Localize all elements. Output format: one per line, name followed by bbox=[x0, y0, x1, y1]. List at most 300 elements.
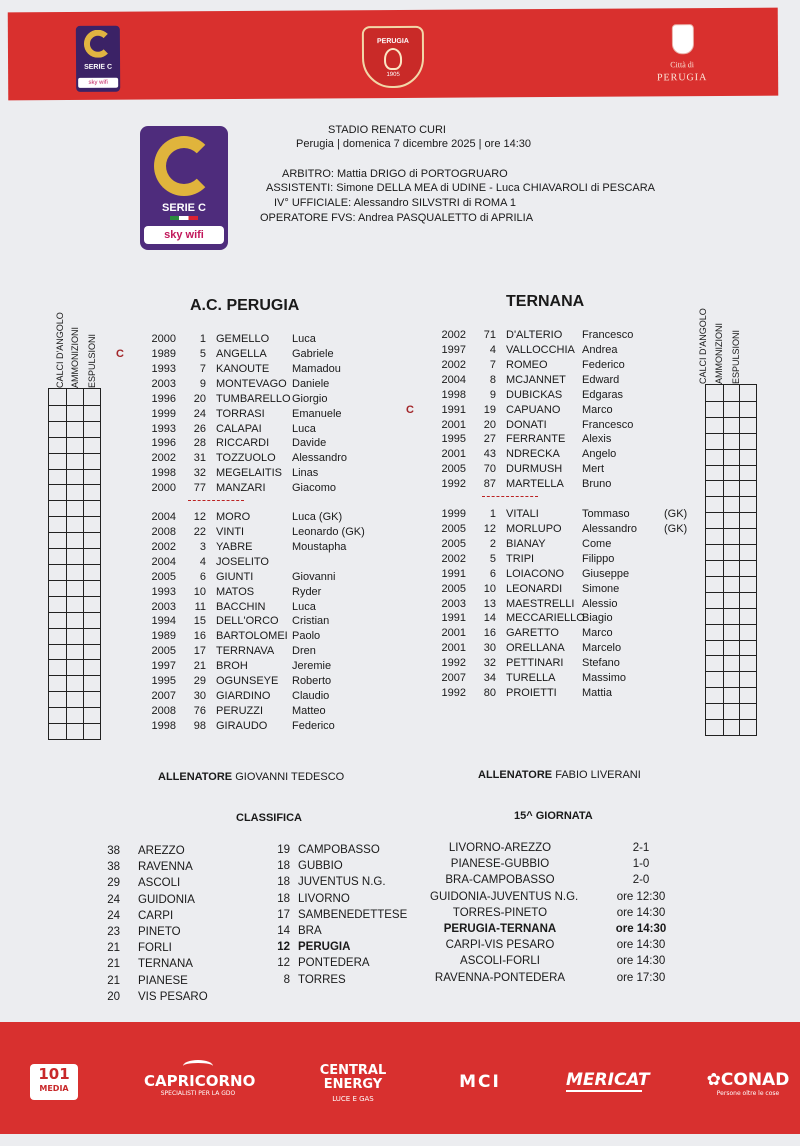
player-name: Giovanni bbox=[292, 570, 336, 583]
referee: ARBITRO: Mattia DRIGO di PORTOGRUARO bbox=[282, 168, 508, 180]
standings-team: PERUGIA bbox=[298, 941, 351, 954]
standings-row bbox=[270, 907, 430, 923]
sponsor-band bbox=[0, 1022, 800, 1134]
starter-row bbox=[436, 358, 706, 372]
player-number: 77 bbox=[193, 482, 206, 495]
standings-row bbox=[100, 859, 260, 875]
player-birth-year: 2002 bbox=[151, 452, 176, 465]
player-name: Mattia bbox=[582, 687, 612, 700]
player-birth-year: 2005 bbox=[151, 645, 176, 658]
sponsor-capricorno: CAPRICORNO SPECIALISTI PER LA GDO bbox=[144, 1060, 252, 1097]
player-number: 2 bbox=[489, 537, 496, 550]
player-number: 1 bbox=[199, 333, 206, 345]
standings-points: 8 bbox=[283, 973, 290, 986]
standings-points: 12 bbox=[277, 957, 290, 970]
standings-row bbox=[100, 973, 260, 989]
player-number: 10 bbox=[483, 582, 496, 595]
fixture-result: ore 12:30 bbox=[616, 890, 666, 903]
player-birth-year: 1997 bbox=[441, 343, 466, 356]
standings-team: PONTEDERA bbox=[298, 957, 370, 970]
player-birth-year: 1989 bbox=[151, 347, 176, 360]
player-name: Roberto bbox=[292, 675, 332, 688]
player-name: Jeremie bbox=[292, 660, 332, 673]
player-name: Paolo bbox=[292, 630, 321, 643]
player-number: 4 bbox=[489, 343, 496, 356]
player-number: 9 bbox=[489, 388, 496, 401]
player-surname: MECCARIELLO bbox=[506, 612, 585, 625]
grid-label-sendoffs-away: ESPULSIONI bbox=[731, 329, 741, 384]
player-name: Linas bbox=[292, 467, 319, 480]
player-number: 13 bbox=[483, 597, 496, 610]
conad-flower-icon: ✿ bbox=[706, 1070, 721, 1090]
player-name: Simone bbox=[582, 582, 620, 595]
player-surname: KANOUTE bbox=[216, 362, 270, 375]
grid-row-line bbox=[49, 659, 100, 660]
standings-row bbox=[100, 875, 260, 891]
starter-row bbox=[146, 407, 416, 421]
player-number: 20 bbox=[483, 418, 496, 431]
standings-row bbox=[270, 858, 430, 874]
player-surname: MATOS bbox=[216, 585, 255, 598]
player-name: Matteo bbox=[292, 704, 326, 717]
player-surname: GARETTO bbox=[506, 627, 559, 640]
player-surname: MONTEVAGO bbox=[216, 377, 287, 390]
grid-row-line bbox=[49, 453, 100, 454]
starter-row bbox=[436, 328, 706, 342]
player-surname: ORELLANA bbox=[506, 642, 565, 655]
grid-row-line bbox=[706, 592, 756, 593]
standings-title: CLASSIFICA bbox=[236, 812, 302, 824]
player-name: Leonardo (GK) bbox=[292, 525, 365, 538]
away-separator bbox=[482, 496, 538, 497]
player-surname: NDRECKA bbox=[506, 448, 560, 461]
fixture-match: ASCOLI-FORLI bbox=[460, 955, 540, 968]
grid-row-line bbox=[49, 596, 100, 597]
grid-row-line bbox=[706, 465, 756, 466]
fixture-row bbox=[430, 840, 680, 856]
standings-row bbox=[100, 892, 260, 908]
player-surname: VINTI bbox=[216, 525, 245, 538]
player-birth-year: 1995 bbox=[441, 433, 466, 446]
sub-row bbox=[146, 555, 416, 569]
grid-row-line bbox=[49, 469, 100, 470]
player-birth-year: 2005 bbox=[441, 463, 466, 476]
fixture-match: GUIDONIA-JUVENTUS N.G. bbox=[430, 890, 579, 903]
player-surname: YABRE bbox=[216, 540, 253, 553]
italy-flag-icon bbox=[170, 216, 198, 220]
starter-row bbox=[146, 422, 416, 436]
player-number: 27 bbox=[483, 433, 496, 446]
grid-row-line bbox=[49, 421, 100, 422]
player-number: 34 bbox=[483, 672, 496, 685]
starter-row bbox=[436, 418, 706, 432]
player-name: Luca bbox=[292, 600, 316, 613]
serie-c-logo-icon bbox=[154, 136, 214, 196]
player-birth-year: 2003 bbox=[151, 600, 176, 613]
player-name: Francesco bbox=[582, 418, 634, 431]
home-separator bbox=[188, 500, 244, 501]
sub-row bbox=[436, 626, 706, 640]
player-birth-year: 2002 bbox=[151, 540, 176, 553]
player-number: 32 bbox=[193, 467, 206, 480]
grid-row-line bbox=[706, 608, 756, 609]
standings-team: AREZZO bbox=[138, 845, 185, 857]
player-surname: GIUNTI bbox=[216, 570, 254, 583]
player-number: 19 bbox=[483, 403, 496, 416]
player-number: 32 bbox=[483, 657, 496, 670]
player-surname: TOZZUOLO bbox=[216, 452, 276, 465]
standings-row bbox=[100, 940, 260, 956]
home-stats-grid[interactable] bbox=[48, 388, 101, 740]
grid-row-line bbox=[706, 544, 756, 545]
standings-points: 21 bbox=[107, 974, 120, 987]
player-birth-year: 2004 bbox=[151, 511, 176, 523]
starter-row bbox=[146, 362, 416, 376]
player-number: 28 bbox=[193, 437, 206, 450]
sub-row bbox=[146, 525, 416, 539]
player-number: 15 bbox=[193, 615, 206, 628]
player-name: Federico bbox=[292, 719, 335, 732]
player-number: 11 bbox=[194, 600, 206, 613]
player-name: Claudio bbox=[292, 690, 330, 703]
player-name: Moustapha bbox=[292, 540, 347, 553]
grid-row-line bbox=[706, 528, 756, 529]
player-surname: TERRNAVA bbox=[216, 645, 275, 658]
standings-points: 18 bbox=[277, 860, 290, 873]
standings-team: RAVENNA bbox=[138, 861, 193, 874]
starter-row bbox=[436, 447, 706, 461]
city-logo: Città di PERUGIA bbox=[652, 18, 712, 90]
player-number: 8 bbox=[489, 373, 496, 386]
fvs-operator: OPERATORE FVS: Andrea PASQUALETTO di APRILIA bbox=[260, 212, 534, 224]
player-surname: PETTINARI bbox=[506, 657, 564, 670]
standings-points: 24 bbox=[107, 893, 120, 906]
home-team-name: A.C. PERUGIA bbox=[190, 297, 300, 314]
grid-row-line bbox=[706, 417, 756, 418]
grid-row-line bbox=[706, 449, 756, 450]
player-name: Come bbox=[582, 537, 612, 550]
player-name: Federico bbox=[582, 358, 625, 371]
standings-points: 38 bbox=[107, 845, 120, 857]
grid-label-corners: CALCI D'ANGOLO bbox=[55, 312, 65, 388]
standings-team: SAMBENEDETTESE bbox=[298, 908, 408, 921]
player-number: 22 bbox=[193, 525, 206, 538]
player-number: 21 bbox=[193, 660, 206, 673]
player-name: Luca (GK) bbox=[292, 511, 343, 523]
player-name: Alessio bbox=[582, 597, 618, 610]
player-birth-year: 2001 bbox=[441, 627, 466, 640]
standings-row bbox=[270, 939, 430, 955]
sub-row bbox=[436, 671, 706, 685]
sponsor-conad: ✿CONAD Persone oltre le cose bbox=[706, 1070, 790, 1097]
grid-row-line bbox=[706, 401, 756, 402]
standings-row bbox=[270, 972, 430, 988]
player-birth-year: 1999 bbox=[441, 508, 466, 520]
player-number: 26 bbox=[193, 422, 206, 435]
standings-team: BRA bbox=[298, 925, 322, 937]
sponsor-101-media: 101 MEDIA bbox=[30, 1064, 78, 1100]
player-number: 76 bbox=[193, 704, 206, 717]
player-birth-year: 2003 bbox=[441, 597, 466, 610]
standings-row bbox=[100, 843, 260, 859]
player-name: Daniele bbox=[292, 377, 330, 390]
grid-label-bookings: AMMONIZIONI bbox=[70, 327, 80, 388]
player-birth-year: 1994 bbox=[151, 615, 176, 628]
grid-row-line bbox=[49, 612, 100, 613]
player-name: Dren bbox=[292, 645, 316, 658]
sub-row bbox=[146, 614, 416, 628]
sub-row bbox=[146, 510, 416, 524]
player-surname: BROH bbox=[216, 660, 248, 673]
player-surname: MCJANNET bbox=[506, 373, 566, 386]
fixture-row bbox=[430, 937, 680, 953]
standings-points: 18 bbox=[277, 892, 290, 905]
player-name: Gabriele bbox=[292, 347, 334, 360]
player-birth-year: 2001 bbox=[441, 642, 466, 655]
player-number: 7 bbox=[489, 358, 496, 371]
city-griffin-icon bbox=[672, 24, 694, 54]
sub-row bbox=[436, 537, 706, 551]
grid-row-line bbox=[706, 655, 756, 656]
fixture-match: TORRES-PINETO bbox=[452, 906, 548, 919]
player-number: 4 bbox=[199, 555, 206, 568]
sponsor-merica: MERICAT bbox=[566, 1070, 650, 1090]
standings-row bbox=[270, 891, 430, 907]
player-name: Filippo bbox=[582, 552, 615, 565]
sub-row bbox=[146, 719, 416, 733]
serie-c-badge: SERIE C sky wifi bbox=[140, 126, 228, 250]
player-number: 80 bbox=[483, 687, 496, 700]
player-number: 17 bbox=[193, 645, 206, 658]
standings-team: PINETO bbox=[138, 926, 181, 938]
starter-row bbox=[146, 481, 416, 495]
grid-row-line bbox=[49, 564, 100, 565]
starter-row bbox=[436, 462, 706, 476]
grid-row-line bbox=[706, 433, 756, 434]
stadium-name: STADIO RENATO CURI bbox=[328, 124, 446, 136]
player-surname: OGUNSEYE bbox=[216, 675, 279, 688]
grid-row-line bbox=[49, 628, 100, 629]
player-birth-year: 2005 bbox=[441, 582, 466, 595]
player-surname: JOSELITO bbox=[216, 555, 269, 568]
player-birth-year: 2001 bbox=[441, 448, 466, 461]
grid-row-line bbox=[49, 707, 100, 708]
captain-marker: C bbox=[116, 347, 124, 360]
player-number: 12 bbox=[483, 522, 496, 535]
grid-row-line bbox=[49, 548, 100, 549]
fixture-result: 2-1 bbox=[632, 842, 650, 854]
player-surname: BARTOLOMEI bbox=[216, 630, 288, 643]
player-number: 98 bbox=[193, 719, 206, 732]
fixture-result: ore 14:30 bbox=[616, 955, 666, 968]
player-number: 29 bbox=[193, 675, 206, 688]
player-name: Marcelo bbox=[582, 642, 622, 655]
fixture-row bbox=[430, 872, 680, 888]
grid-row-line bbox=[706, 576, 756, 577]
player-name: Alexis bbox=[582, 433, 612, 446]
player-name: Francesco bbox=[582, 329, 634, 341]
fixture-match: CARPI-VIS PESARO bbox=[445, 939, 555, 952]
player-surname: MORO bbox=[216, 511, 251, 523]
player-birth-year: 1998 bbox=[441, 388, 466, 401]
player-birth-year: 1995 bbox=[151, 675, 176, 688]
away-stats-grid[interactable] bbox=[705, 384, 757, 736]
standings-points: 19 bbox=[277, 844, 290, 856]
player-birth-year: 2007 bbox=[151, 690, 176, 703]
player-birth-year: 1991 bbox=[441, 612, 466, 625]
player-birth-year: 2004 bbox=[151, 555, 176, 568]
player-name: Alessandro bbox=[292, 452, 348, 465]
player-birth-year: 1993 bbox=[151, 362, 176, 375]
sub-row bbox=[436, 552, 706, 566]
fixture-row bbox=[430, 905, 680, 921]
standings-team: JUVENTUS N.G. bbox=[298, 876, 386, 889]
player-birth-year: 1992 bbox=[441, 657, 466, 670]
player-surname: VALLOCCHIA bbox=[506, 343, 575, 356]
fixture-match: LIVORNO-AREZZO bbox=[448, 842, 552, 854]
player-surname: DELL'ORCO bbox=[216, 615, 279, 628]
player-name: Luca bbox=[292, 422, 316, 435]
player-number: 14 bbox=[483, 612, 496, 625]
player-number: 30 bbox=[193, 690, 206, 703]
player-birth-year: 1992 bbox=[441, 478, 466, 491]
fixture-row bbox=[430, 856, 680, 872]
home-coach: ALLENATORE GIOVANNI TEDESCO bbox=[158, 771, 345, 783]
fixture-result: 2-0 bbox=[632, 874, 650, 887]
player-name: Marco bbox=[582, 627, 613, 640]
player-birth-year: 2005 bbox=[441, 522, 466, 535]
grid-label-bookings-away: AMMONIZIONI bbox=[714, 323, 724, 384]
grid-row-line bbox=[706, 703, 756, 704]
grid-row-line bbox=[706, 560, 756, 561]
perugia-crest: PERUGIA 1905 bbox=[362, 26, 424, 88]
player-name: Angelo bbox=[582, 448, 617, 461]
player-surname: MEGELAITIS bbox=[216, 467, 283, 480]
player-number: 70 bbox=[483, 463, 496, 476]
fixture-match: PERUGIA-TERNANA bbox=[443, 923, 557, 935]
player-name: Mamadou bbox=[292, 362, 341, 375]
sub-row bbox=[436, 582, 706, 596]
player-name: Tommaso bbox=[582, 508, 630, 520]
player-name: Luca bbox=[292, 333, 316, 345]
player-birth-year: 2004 bbox=[441, 373, 466, 386]
player-number: 1 bbox=[489, 508, 496, 520]
player-number: 12 bbox=[193, 511, 206, 523]
grid-row-line bbox=[49, 500, 100, 501]
player-birth-year: 1998 bbox=[151, 467, 176, 480]
player-birth-year: 1993 bbox=[151, 585, 176, 598]
player-name: Marco bbox=[582, 403, 613, 416]
sub-row bbox=[146, 689, 416, 703]
player-birth-year: 2002 bbox=[441, 552, 466, 565]
grid-label-corners-away: CALCI D'ANGOLO bbox=[698, 308, 708, 384]
player-name: Giuseppe bbox=[582, 567, 630, 580]
player-name: Davide bbox=[292, 437, 327, 450]
standings-row bbox=[100, 956, 260, 972]
fixture-result: ore 17:30 bbox=[616, 971, 666, 984]
player-surname: ANGELLA bbox=[216, 347, 267, 360]
player-birth-year: 2000 bbox=[151, 482, 176, 495]
player-surname: TUMBARELLO bbox=[216, 392, 291, 405]
sub-row bbox=[146, 600, 416, 614]
player-birth-year: 2008 bbox=[151, 525, 176, 538]
player-surname: BACCHIN bbox=[216, 600, 266, 613]
sub-row bbox=[146, 570, 416, 584]
sub-row bbox=[436, 597, 706, 611]
fixture-row bbox=[430, 953, 680, 969]
player-birth-year: 1992 bbox=[441, 687, 466, 700]
player-surname: MARTELLA bbox=[506, 478, 564, 491]
grid-row-line bbox=[706, 640, 756, 641]
standings-team: GUBBIO bbox=[298, 860, 343, 873]
grid-row-line bbox=[49, 675, 100, 676]
serie-c-logo-small: SERIE C sky wifi bbox=[76, 26, 120, 92]
grid-row-line bbox=[706, 512, 756, 513]
grid-row-line bbox=[49, 691, 100, 692]
standings-points: 17 bbox=[277, 908, 290, 921]
standings-team: GUIDONIA bbox=[138, 893, 195, 906]
standings-row bbox=[270, 874, 430, 890]
player-birth-year: 1996 bbox=[151, 437, 176, 450]
player-birth-year: 1989 bbox=[151, 630, 176, 643]
fixture-row bbox=[430, 889, 680, 905]
standings-points: 38 bbox=[107, 861, 120, 874]
player-name: Ryder bbox=[292, 585, 322, 598]
standings-row bbox=[100, 989, 260, 1005]
player-name: Giorgio bbox=[292, 392, 328, 405]
standings-points: 29 bbox=[107, 877, 120, 890]
capricorno-horn-icon bbox=[183, 1060, 213, 1072]
player-number: 7 bbox=[199, 362, 206, 375]
player-birth-year: 2000 bbox=[151, 333, 176, 345]
standings-team: TERNANA bbox=[138, 958, 193, 971]
player-birth-year: 2005 bbox=[441, 537, 466, 550]
player-birth-year: 1997 bbox=[151, 660, 176, 673]
player-number: 20 bbox=[193, 392, 206, 405]
sub-row bbox=[146, 585, 416, 599]
player-number: 16 bbox=[193, 630, 206, 643]
player-number: 6 bbox=[489, 567, 496, 580]
player-surname: DUBICKAS bbox=[506, 388, 563, 401]
player-name: Massimo bbox=[582, 672, 627, 685]
match-datetime: Perugia | domenica 7 dicembre 2025 | ore 14:30 bbox=[296, 138, 532, 150]
player-surname: D'ALTERIO bbox=[506, 329, 563, 341]
starter-row bbox=[436, 343, 706, 357]
fixture-result: ore 14:30 bbox=[615, 923, 667, 935]
grid-row-line bbox=[49, 580, 100, 581]
player-birth-year: 1998 bbox=[151, 719, 176, 732]
starter-row bbox=[436, 477, 706, 491]
player-number: 71 bbox=[483, 329, 496, 341]
standings-points: 21 bbox=[107, 942, 120, 955]
player-surname: CAPUANO bbox=[506, 403, 561, 416]
sub-row bbox=[146, 540, 416, 554]
player-birth-year: 1991 bbox=[441, 567, 466, 580]
player-surname: LOIACONO bbox=[506, 567, 565, 580]
grid-row-line bbox=[706, 496, 756, 497]
player-birth-year: 2002 bbox=[441, 358, 466, 371]
standings-points: 12 bbox=[277, 941, 290, 954]
griffin-icon bbox=[384, 48, 402, 70]
fixture-result: ore 14:30 bbox=[616, 906, 666, 919]
sub-row bbox=[146, 704, 416, 718]
sub-row bbox=[436, 686, 706, 700]
standings-points: 18 bbox=[277, 876, 290, 889]
sub-row bbox=[436, 641, 706, 655]
standings-team: LIVORNO bbox=[298, 892, 350, 905]
starter-row bbox=[146, 377, 416, 391]
player-surname: TRIPI bbox=[506, 552, 535, 565]
